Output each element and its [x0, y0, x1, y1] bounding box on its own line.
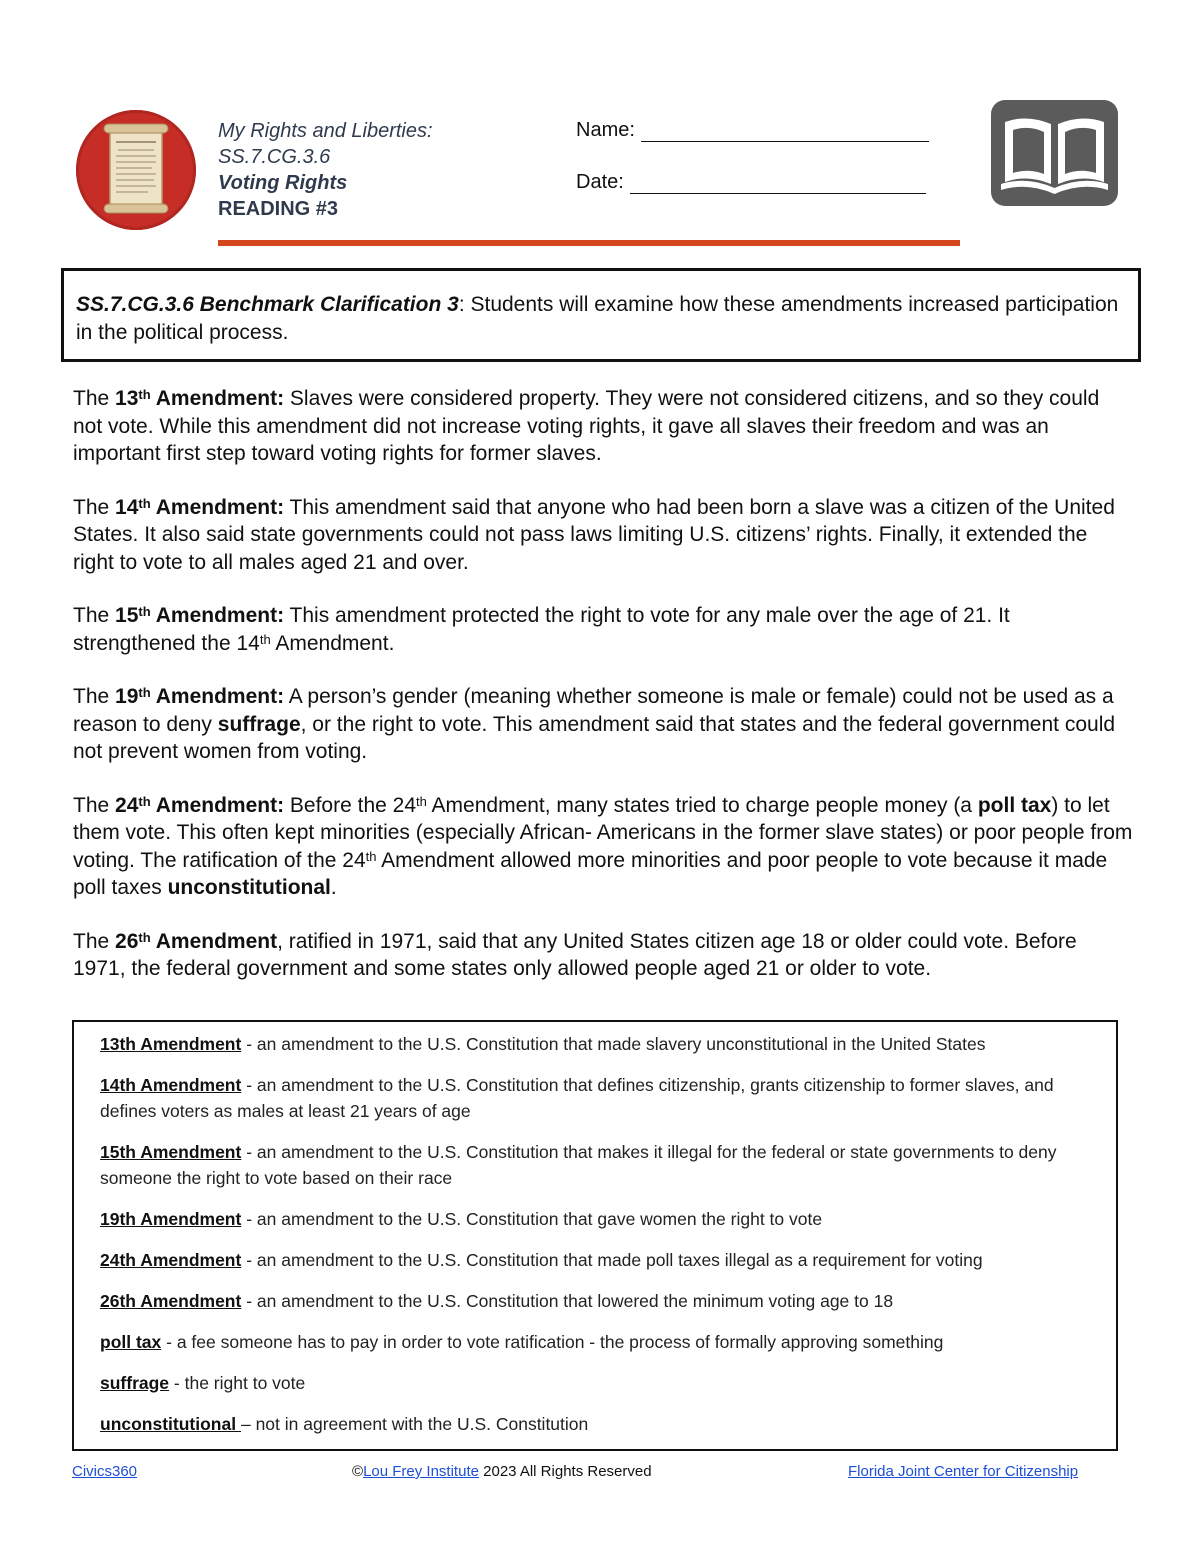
paragraph-19th-amendment [73, 683, 1133, 766]
clarification-code: SS.7.CG.3.6 Benchmark Clarification 3 [76, 293, 459, 316]
date-label: Date: [576, 171, 624, 193]
amendment-title: Amendment: [150, 793, 285, 817]
footer-right [848, 1463, 1078, 1480]
amendment-number: 19 [115, 685, 139, 708]
clarification-text: : Students will examine how these amendments increased participation in the political process. [76, 293, 1119, 344]
glossary-definition: not in agreement with the U.S. Constitution [255, 1414, 589, 1434]
glossary-definition: an amendment to the U.S. Constitution that makes it illegal for the federal or state governments to deny someone the right to vote based on their race [100, 1142, 1057, 1188]
paragraph-text: . [330, 876, 337, 899]
paragraph-text: , or the right to vote. This amendment said that states and the federal government could not prevent women from voting. [73, 712, 1116, 763]
scroll-logo [76, 110, 196, 230]
paragraph-14th-amendment [73, 494, 1133, 577]
para-the: The [73, 387, 116, 410]
glossary-term: poll tax [100, 1332, 162, 1352]
glossary-term: suffrage [100, 1373, 170, 1393]
ordinal-suffix: th [365, 848, 377, 864]
name-field[interactable] [641, 121, 929, 142]
ordinal-suffix: th [138, 387, 151, 402]
glossary-separator: - [241, 1075, 257, 1095]
ordinal-suffix: th [416, 793, 427, 809]
name-date-fields [576, 116, 929, 220]
amendment-number: 26 [115, 929, 139, 953]
paragraph-text: , ratified in 1971, said that any United States citizen age 18 or older could vote. Before 1971, the federal government and some states only allowed people aged 21 or older to vote. [73, 929, 1077, 980]
paragraph-text: A person’s gender (meaning whether someone is male or female) could not be used as a reason to deny [73, 685, 1114, 736]
amendment-title: Amendment: [150, 495, 285, 519]
paragraph-text: Slaves were considered property. They were not considered citizens, and so they could not vote. While this amendment did not increase voting rights, it gave all slaves their freedom and was an important first step toward voting rights for former slaves. [73, 387, 1100, 465]
glossary-separator: - [169, 1373, 185, 1393]
key-term-suffrage: suffrage [217, 712, 301, 736]
glossary-term: 15th Amendment [100, 1142, 242, 1162]
glossary-item [100, 1031, 1090, 1057]
glossary-item [100, 1206, 1090, 1232]
footer-center [352, 1463, 652, 1480]
glossary-item [100, 1370, 1090, 1396]
paragraph-text: ) to let them vote. This often kept minorities (especially African- Americans in the former slave states) or poor people from voting. The ratification of the 24 [73, 793, 1133, 872]
paragraph-text: Amendment. [270, 631, 395, 655]
header-titles [218, 118, 433, 222]
date-field-row [576, 168, 929, 194]
glossary-definition: a fee someone has to pay in order to vote ratification - the process of formally approving something [176, 1332, 944, 1352]
glossary-definition: an amendment to the U.S. Constitution that gave women the right to vote [256, 1209, 823, 1229]
ordinal-suffix: th [259, 631, 271, 647]
glossary-item [100, 1288, 1090, 1314]
key-term-poll-tax: poll tax [977, 793, 1052, 817]
glossary-separator: - [241, 1250, 257, 1270]
footer-left [72, 1463, 137, 1480]
glossary-item [100, 1139, 1090, 1191]
open-book-icon [991, 100, 1118, 206]
paragraph-26th-amendment [73, 928, 1133, 983]
glossary-term: 24th Amendment [100, 1250, 242, 1270]
glossary-term: 26th Amendment [100, 1291, 242, 1311]
glossary-separator: - [161, 1332, 177, 1352]
glossary-separator: - [241, 1291, 257, 1311]
glossary-separator: - [241, 1209, 257, 1229]
ordinal-suffix: th [138, 793, 151, 809]
topic-title: Voting Rights [218, 172, 348, 194]
para-the: The [73, 604, 116, 627]
paragraph-text: This amendment said that anyone who had been born a slave was a citizen of the United States. It also said state governments could not pass laws limiting U.S. citizens’ rights. Finally, it extended the right to vote to all males aged 21 and over. [73, 495, 1115, 574]
key-term-unconstitutional: unconstitutional [167, 876, 331, 899]
amendment-title: Amendment: [150, 387, 285, 410]
name-field-row [576, 116, 929, 142]
glossary-separator: – [240, 1414, 256, 1434]
course-title: My Rights and Liberties: [218, 120, 433, 142]
lou-frey-institute-link[interactable]: Lou Frey Institute [363, 1463, 479, 1480]
ordinal-suffix: th [138, 604, 151, 619]
glossary-item [100, 1411, 1090, 1437]
paragraph-13th-amendment [73, 385, 1133, 468]
amendment-title: Amendment: [150, 604, 285, 627]
glossary-box [72, 1020, 1118, 1451]
florida-joint-center-link[interactable]: Florida Joint Center for Citizenship [848, 1463, 1079, 1480]
amendment-number: 13 [115, 387, 139, 410]
ordinal-suffix: th [138, 685, 151, 700]
glossary-separator: - [241, 1034, 257, 1054]
paragraph-24th-amendment [73, 792, 1133, 902]
header-divider [218, 240, 960, 246]
glossary-definition: the right to vote [184, 1373, 306, 1393]
amendment-number: 15 [115, 604, 139, 627]
para-the: The [73, 793, 116, 817]
paragraph-text: Amendment, many states tried to charge people money (a [426, 793, 978, 817]
glossary-definition: an amendment to the U.S. Constitution that made poll taxes illegal as a requirement for voting [256, 1250, 983, 1270]
paragraph-15th-amendment [73, 602, 1133, 657]
glossary-item [100, 1072, 1090, 1124]
paragraph-text: Before the 24 [284, 793, 417, 817]
paragraph-text: Amendment allowed more minorities and poor people to vote because it made poll taxes [73, 848, 1108, 899]
glossary-term: unconstitutional [100, 1414, 241, 1434]
glossary-definition: an amendment to the U.S. Constitution that defines citizenship, grants citizenship to former slaves, and defines voters as males at least 21 years of age [100, 1075, 1054, 1121]
glossary-item [100, 1329, 1090, 1355]
glossary-term: 13th Amendment [100, 1034, 242, 1054]
para-the: The [73, 495, 116, 519]
glossary-definition: an amendment to the U.S. Constitution that lowered the minimum voting age to 18 [256, 1291, 894, 1311]
amendment-title: Amendment: [150, 685, 285, 708]
glossary-separator: - [241, 1142, 257, 1162]
para-the: The [73, 685, 116, 708]
date-field[interactable] [630, 173, 926, 194]
reading-body [73, 385, 1133, 1009]
civics360-link[interactable]: Civics360 [72, 1463, 138, 1480]
benchmark-code: SS.7.CG.3.6 [218, 146, 331, 168]
reading-number: READING #3 [218, 198, 339, 220]
ordinal-suffix: th [138, 929, 151, 945]
amendment-number: 14 [115, 495, 139, 519]
ordinal-suffix: th [138, 495, 151, 511]
benchmark-clarification-box [61, 268, 1141, 362]
scroll-icon [76, 110, 196, 230]
para-the: The [73, 929, 116, 953]
paragraph-text: This amendment protected the right to vote for any male over the age of 21. It strengthened the 14 [73, 604, 1010, 655]
amendment-number: 24 [115, 793, 139, 817]
copyright-symbol: © [352, 1463, 364, 1480]
glossary-definition: an amendment to the U.S. Constitution that made slavery unconstitutional in the United States [256, 1034, 986, 1054]
copyright-text: 2023 All Rights Reserved [478, 1463, 652, 1480]
name-label: Name: [576, 119, 635, 141]
glossary-item [100, 1247, 1090, 1273]
glossary-term: 19th Amendment [100, 1209, 242, 1229]
amendment-title: Amendment [150, 929, 278, 953]
glossary-term: 14th Amendment [100, 1075, 242, 1095]
